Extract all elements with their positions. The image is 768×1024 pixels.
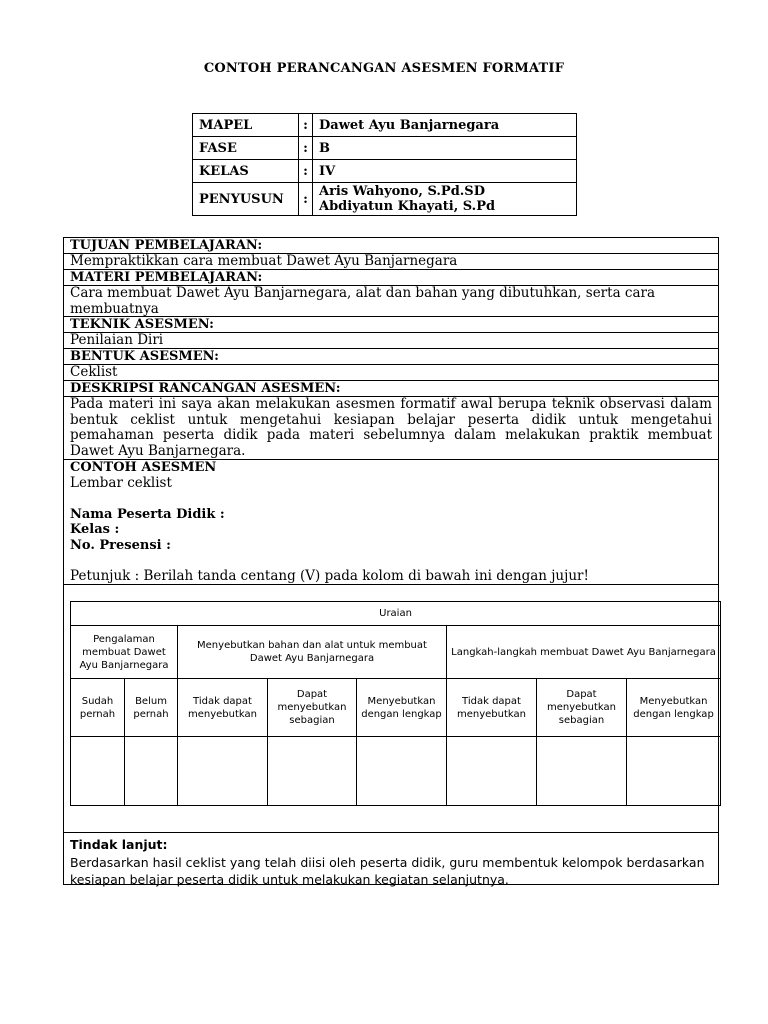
info-row-penyusun [193,183,577,216]
check-cell[interactable] [178,737,268,806]
tujuan-label: TUJUAN PEMBELAJARAN: [70,238,263,253]
subheader-cell: Tidak dapat menyebutkan [447,679,537,737]
teknik-label: TEKNIK ASESMEN: [70,317,214,332]
info-value: IV [313,160,577,183]
checklist-table [70,601,721,806]
info-label: PENYUSUN [193,183,299,216]
tujuan-text: Mempraktikkan cara membuat Dawet Ayu Banjarnegara [70,254,458,269]
tujuan-label-row [64,238,718,254]
bentuk-label: BENTUK ASESMEN: [70,349,219,364]
info-row-fase [193,137,577,160]
penyusun-name: Abdiyatun Khayati, S.Pd [319,199,496,214]
nama-peserta-label: Nama Peserta Didik : [70,506,225,522]
check-cell[interactable] [71,737,125,806]
uraian-header: Uraian [71,602,721,626]
check-cell[interactable] [125,737,178,806]
tindak-lanjut-section [64,836,718,889]
teknik-text: Penilaian Diri [70,333,164,348]
bentuk-text-row [64,365,718,381]
subheader-cell: Sudah pernah [71,679,125,737]
check-cell[interactable] [447,737,537,806]
subheader-cell: Menyebutkan dengan lengkap [627,679,721,737]
subheader-cell: Dapat menyebutkan sebagian [537,679,627,737]
teknik-label-row [64,317,718,333]
group-header-langkah: Langkah-langkah membuat Dawet Ayu Banjarnegara [447,626,721,679]
info-table [192,113,577,216]
subheader-cell: Dapat menyebutkan sebagian [268,679,357,737]
presensi-label: No. Presensi : [70,537,171,553]
materi-text: Cara membuat Dawet Ayu Banjarnegara, alat dan bahan yang dibutuhkan, serta cara membuatnya [70,286,656,317]
info-separator: : [299,160,313,183]
materi-text-row [64,286,718,317]
group-header-pengalaman: Pengalaman membuat Dawet Ayu Banjarnegara [71,626,178,679]
subheader-cell: Tidak dapat menyebutkan [178,679,268,737]
assessment-box [63,237,719,885]
info-separator: : [299,183,313,216]
info-value: B [313,137,577,160]
kelas-label: Kelas : [70,522,120,537]
divider [64,832,718,833]
info-row-mapel [193,114,577,137]
subheader-cell: Belum pernah [125,679,178,737]
contoh-subtitle: Lembar ceklist [70,474,172,491]
contoh-label: CONTOH ASESMEN [70,460,217,475]
bentuk-label-row [64,349,718,365]
deskripsi-text-row [64,397,718,460]
tindak-lanjut-label: Tindak lanjut: [70,837,168,852]
page-title: CONTOH PERANCANGAN ASESMEN FORMATIF [203,61,565,76]
deskripsi-text: Pada materi ini saya akan melakukan asesmen formatif awal berupa teknik observasi dalam bentuk ceklist untuk mengetahui kesiapan belajar peserta didik untuk mengetahui pemahaman peserta didik pada materi sebelumnya dalam melakukan praktik membuat Dawet Ayu Banjarnegara. [70,397,712,459]
info-separator: : [299,137,313,160]
tindak-lanjut-text: Berdasarkan hasil ceklist yang telah diisi oleh peserta didik, guru membentuk kelompok berdasarkan kesiapan belajar peserta didik untuk melakukan kegiatan selanjutnya. [70,854,705,887]
deskripsi-label-row [64,381,718,397]
materi-label-row [64,270,718,286]
check-cell[interactable] [268,737,357,806]
check-cell[interactable] [537,737,627,806]
info-value: Dawet Ayu Banjarnegara [313,114,577,137]
check-cell[interactable] [357,737,447,806]
materi-label: MATERI PEMBELAJARAN: [70,270,263,285]
info-label: KELAS [193,160,299,183]
info-separator: : [299,114,313,137]
info-label: MAPEL [193,114,299,137]
teknik-text-row [64,333,718,349]
deskripsi-label: DESKRIPSI RANCANGAN ASESMEN: [70,381,341,396]
info-row-kelas [193,160,577,183]
bentuk-text: Ceklist [70,365,118,380]
info-label: FASE [193,137,299,160]
subheader-cell: Menyebutkan dengan lengkap [357,679,447,737]
petunjuk-text: Petunjuk : Berilah tanda centang (V) pada kolom di bawah ini dengan jujur! [70,567,589,584]
penyusun-name: Aris Wahyono, S.Pd.SD [319,184,485,199]
tujuan-text-row [64,254,718,270]
info-value [313,183,577,216]
check-cell[interactable] [627,737,721,806]
contoh-section [64,460,718,585]
group-header-bahan-alat: Menyebutkan bahan dan alat untuk membuat Dawet Ayu Banjarnegara [178,626,447,679]
